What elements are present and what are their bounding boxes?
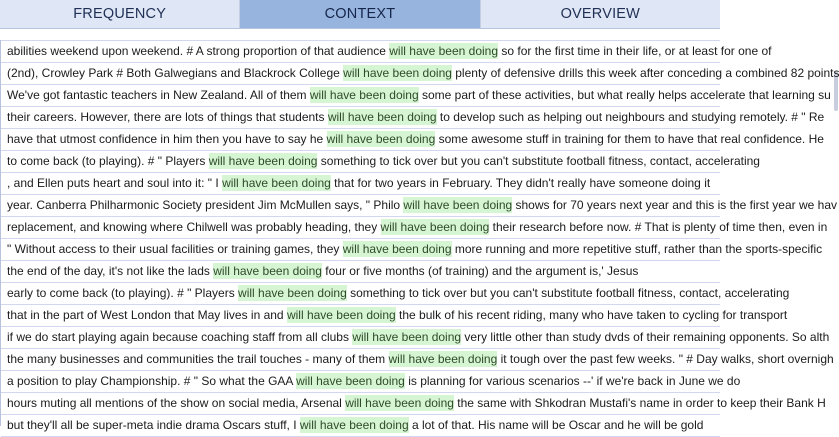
keyword-highlight: will have been doing bbox=[213, 264, 322, 278]
left-context: that in the part of West London that May lives in and bbox=[7, 308, 287, 322]
tab-bar bbox=[0, 0, 720, 29]
left-context: a position to play Championship. # " So what the GAA bbox=[7, 374, 297, 388]
concordance-line[interactable] bbox=[1, 239, 823, 261]
left-context: if we do start playing again because coaching staff from all clubs bbox=[7, 330, 353, 344]
right-context: something to tick over but you can't substitute football fitness, contact, accelerating bbox=[346, 286, 790, 300]
concordance-line[interactable] bbox=[1, 107, 825, 129]
keyword-highlight: will have been doing bbox=[388, 352, 498, 366]
concordance-line[interactable] bbox=[1, 173, 720, 195]
scrollbar[interactable] bbox=[833, 29, 839, 426]
left-context: the end of the day, it's not like the lads bbox=[7, 264, 214, 278]
keyword-highlight: will have been doing bbox=[380, 220, 490, 234]
right-context: the bulk of his recent riding, many who have taken to cycling for transport bbox=[395, 308, 788, 322]
keyword-highlight: will have been doing bbox=[296, 374, 405, 388]
keyword-highlight: will have been doing bbox=[327, 110, 437, 124]
tab-overview[interactable]: OVERVIEW bbox=[480, 0, 720, 28]
keyword-highlight: will have been doing bbox=[352, 330, 462, 344]
right-context: shows for 70 years next year and this is the first year we hav bbox=[512, 198, 837, 212]
concordance-line[interactable] bbox=[1, 327, 830, 349]
right-context: plenty of defensive drills this week after conceding a combined 82 points bbox=[451, 66, 839, 80]
keyword-highlight: will have been doing bbox=[238, 286, 347, 300]
right-context: some awesome stuff in training for them to have that real confidence. He bbox=[435, 132, 824, 146]
left-context: (2nd), Crowley Park # Both Galwegians and Blackrock College bbox=[7, 66, 344, 80]
right-context: the same with Shkodran Mustafi's name in order to keep their Bank H bbox=[453, 396, 826, 410]
keyword-highlight: will have been doing bbox=[343, 66, 452, 80]
concordance-line[interactable] bbox=[1, 415, 720, 437]
concordance-line[interactable] bbox=[1, 151, 760, 173]
right-context: more running and more repetitive stuff, rather than the sports-specific bbox=[451, 242, 823, 256]
keyword-highlight: will have been doing bbox=[222, 176, 331, 190]
concordance-line[interactable] bbox=[1, 283, 790, 305]
right-context: a lot of that. His name will be Oscar and he will be gold bbox=[408, 418, 704, 432]
keyword-highlight: will have been doing bbox=[342, 242, 452, 256]
keyword-highlight: will have been doing bbox=[389, 44, 499, 58]
concordance-line[interactable] bbox=[1, 371, 741, 393]
left-context: We've got fantastic teachers in New Zealand. All of them bbox=[7, 88, 310, 102]
left-context: early to come back (to playing). # " Players bbox=[7, 286, 239, 300]
left-context: replacement, and knowing where Chilwell was probably heading, they bbox=[7, 220, 381, 234]
concordance-line[interactable] bbox=[1, 349, 834, 371]
tab-frequency[interactable]: FREQUENCY bbox=[0, 0, 239, 28]
concordance-line[interactable] bbox=[1, 305, 788, 327]
keyword-highlight: will have been doing bbox=[286, 308, 396, 322]
keyword-highlight: will have been doing bbox=[326, 132, 436, 146]
concordance-line[interactable] bbox=[1, 129, 824, 151]
concordance-line[interactable] bbox=[1, 217, 828, 239]
concordance-line[interactable] bbox=[1, 393, 826, 415]
concordance-line[interactable] bbox=[1, 40, 772, 63]
right-context: something to tick over but you can't substitute football fitness, contact, accelerating bbox=[317, 154, 760, 168]
right-context: is planning for various scenarios --' if we're back in June we do bbox=[404, 374, 741, 388]
right-context: some part of these activities, but what really helps accelerate that learning su bbox=[418, 88, 831, 102]
concordance-line[interactable] bbox=[1, 195, 837, 217]
left-context: the many businesses and communities the trail touches - many of them bbox=[7, 352, 389, 366]
left-context: , and Ellen puts heart and soul into it: " I bbox=[7, 176, 223, 190]
keyword-highlight: will have been doing bbox=[345, 396, 454, 410]
left-context: but they'll all be super-meta indie drama Oscars stuff, I bbox=[7, 418, 300, 432]
right-context: four or five months (of training) and the argument is,' Jesus bbox=[321, 264, 639, 278]
right-context: to develop such as helping out neighbours and studying remotely. # " Re bbox=[436, 110, 825, 124]
left-context: to come back (to playing). # " Players bbox=[7, 154, 209, 168]
keyword-highlight: will have been doing bbox=[299, 418, 409, 432]
keyword-highlight: will have been doing bbox=[403, 198, 513, 212]
left-context: hours muting all mentions of the show on social media, Arsenal bbox=[7, 396, 346, 410]
right-context: that for two years in February. They didn't really have someone doing it bbox=[330, 176, 711, 190]
keyword-highlight: will have been doing bbox=[309, 88, 419, 102]
concordance-line[interactable] bbox=[1, 261, 720, 283]
right-context: it tough over the past few weeks. " # Day walks, short overnigh bbox=[497, 352, 834, 366]
left-context: have that utmost confidence in him then you have to say he bbox=[7, 132, 327, 146]
left-context: their careers. However, there are lots of things that students bbox=[7, 110, 328, 124]
left-context: " Without access to their usual facilities or training games, they bbox=[7, 242, 343, 256]
right-context: very little other than study dvds of their remaining opponents. So alth bbox=[461, 330, 830, 344]
tab-context[interactable]: CONTEXT bbox=[239, 0, 479, 28]
right-context: their research before now. # That is plenty of time then, even in bbox=[489, 220, 828, 234]
concordance-line[interactable] bbox=[1, 85, 831, 107]
concordance-list bbox=[0, 40, 839, 432]
right-context: so for the first time in their life, or at least for one of bbox=[498, 44, 772, 58]
keyword-highlight: will have been doing bbox=[208, 154, 318, 168]
left-context: abilities weekend upon weekend. # A strong proportion of that audience bbox=[7, 44, 390, 58]
left-context: year. Canberra Philharmonic Society president Jim McMullen says, " Philo bbox=[7, 198, 404, 212]
concordance-line[interactable] bbox=[1, 63, 839, 85]
